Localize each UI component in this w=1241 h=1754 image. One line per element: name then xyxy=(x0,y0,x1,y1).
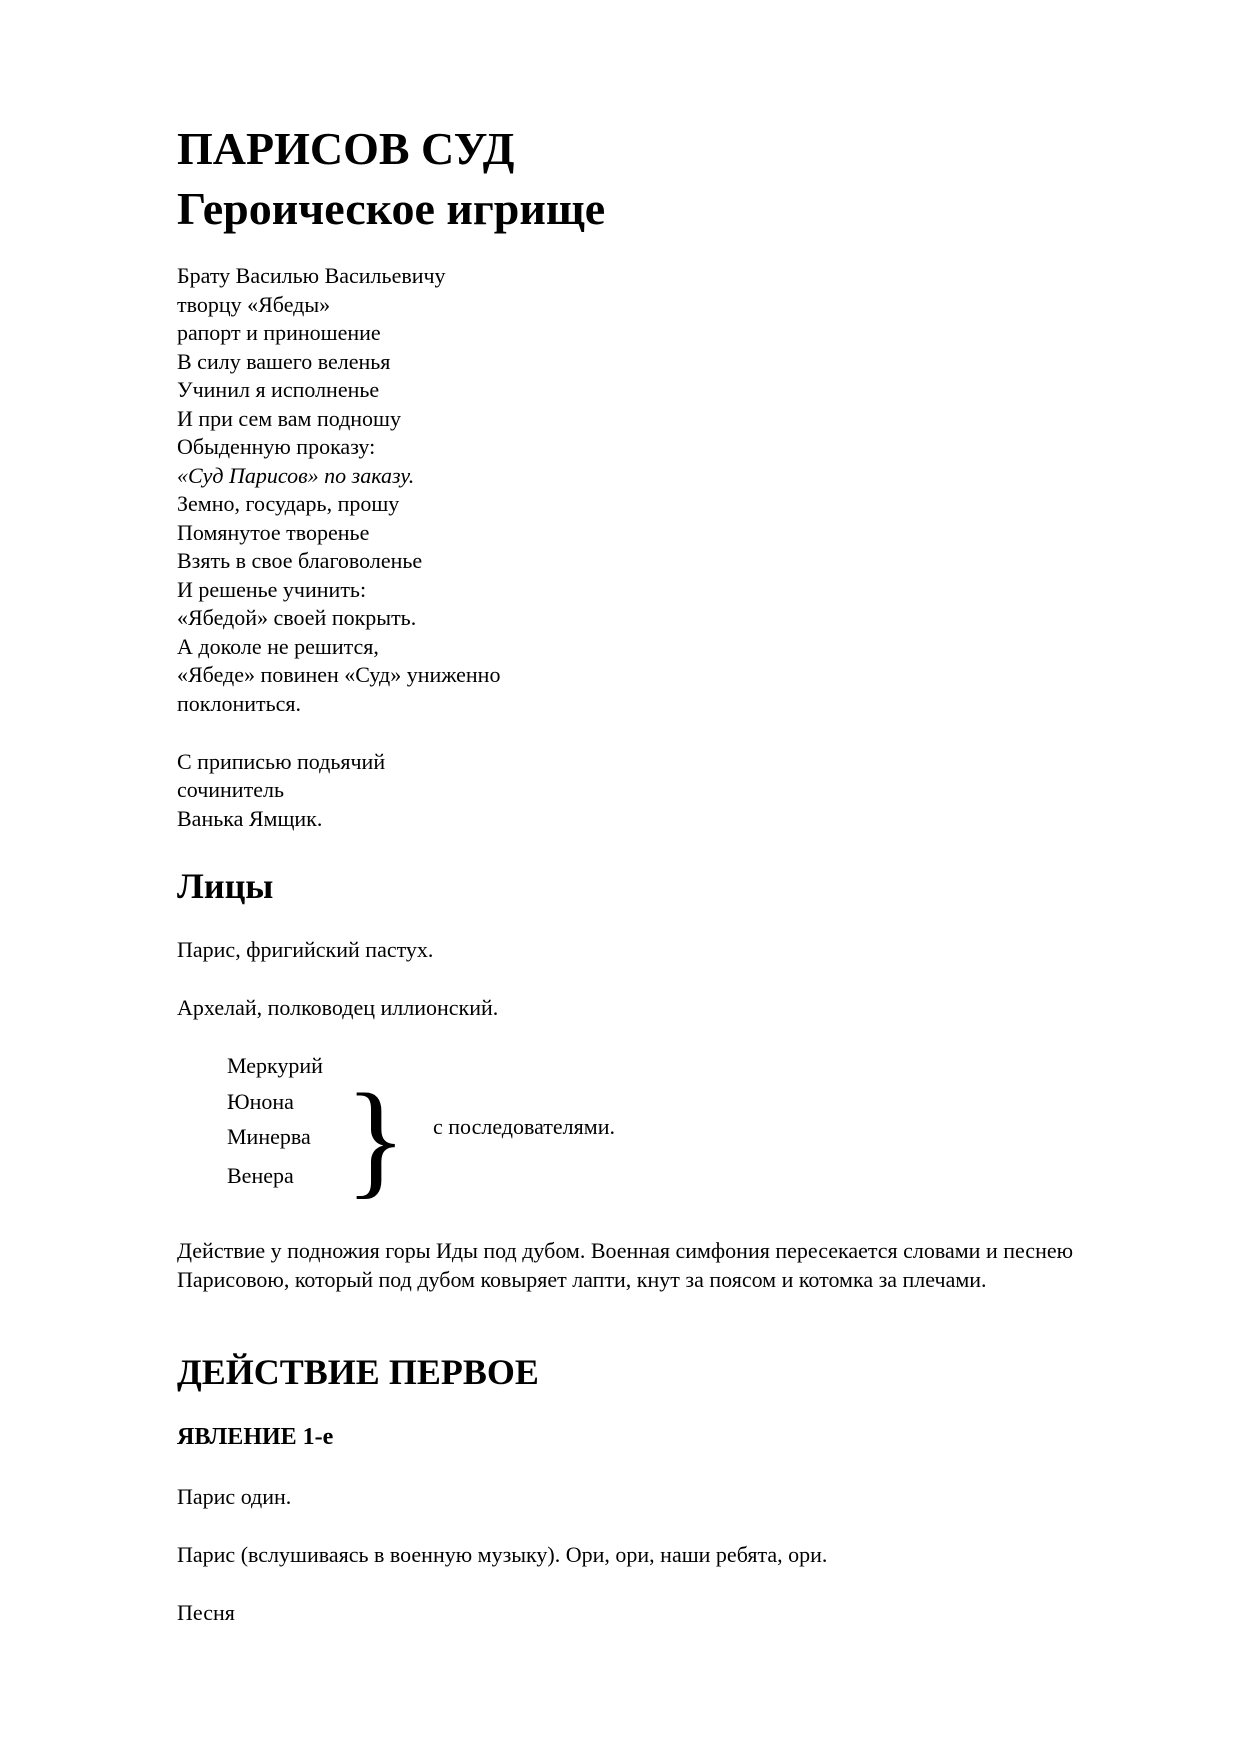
dedication-line: Учинил я исполненье xyxy=(177,377,380,402)
scene-heading: ЯВЛЕНИЕ 1-е xyxy=(177,1424,334,1450)
deity-name: Минерва xyxy=(227,1124,311,1149)
deity-name: Меркурий xyxy=(227,1053,323,1078)
dedication-line: рапорт и приношение xyxy=(177,320,381,345)
title-line-1: ПАРИСОВ СУД xyxy=(177,123,515,174)
persons-heading: Лицы xyxy=(177,866,274,906)
dedication-line: Брату Василью Васильевичу xyxy=(177,263,446,288)
person-entry: Архелай, полководец иллионский. xyxy=(177,995,499,1020)
dedication-line-italic: «Суд Парисов» по заказу. xyxy=(177,463,415,488)
dedication-line: И решенье учинить: xyxy=(177,577,367,602)
act-heading: ДЕЙСТВИЕ ПЕРВОЕ xyxy=(177,1352,539,1392)
deity-name: Венера xyxy=(227,1163,294,1188)
signature-line: С приписью подьячий xyxy=(177,749,386,774)
song-label: Песня xyxy=(177,1600,235,1625)
dedication-line: поклониться. xyxy=(177,691,302,716)
dedication-line: Земно, государь, прошу xyxy=(177,491,400,516)
signature-line: Ванька Ямщик. xyxy=(177,806,323,831)
dedication-line: И при сем вам подношу xyxy=(177,406,401,431)
curly-brace: } xyxy=(345,1068,407,1210)
scene-note: Парис один. xyxy=(177,1484,292,1509)
dedication-line: «Ябеде» повинен «Суд» униженно xyxy=(177,662,501,687)
setting-paragraph: Действие у подножия горы Иды под дубом. Военная симфония пересекается словами и песнею Парисовою, который под дубом ковыряет лапти, кнут за поясом и котомка за плечами. xyxy=(177,1238,1074,1292)
dedication-line: Взять в свое благоволенье xyxy=(177,548,423,573)
title-line-2: Героическое игрище xyxy=(177,183,606,234)
dedication-line: А доколе не решится, xyxy=(177,634,379,659)
dedication-line: творцу «Ябеды» xyxy=(177,292,331,317)
dialogue-line: Парис (вслушиваясь в военную музыку). Ори, ори, наши ребята, ори. xyxy=(177,1542,828,1567)
dedication-line: В силу вашего веленья xyxy=(177,349,391,374)
deity-name: Юнона xyxy=(227,1089,294,1114)
person-entry: Парис, фригийский пастух. xyxy=(177,937,434,962)
dedication-line: Обыденную проказу: xyxy=(177,434,376,459)
dedication-line: Помянутое творенье xyxy=(177,520,370,545)
dedication-line: «Ябедой» своей покрыть. xyxy=(177,605,417,630)
signature-line: сочинитель xyxy=(177,777,284,802)
deities-note: с последователями. xyxy=(433,1114,615,1139)
